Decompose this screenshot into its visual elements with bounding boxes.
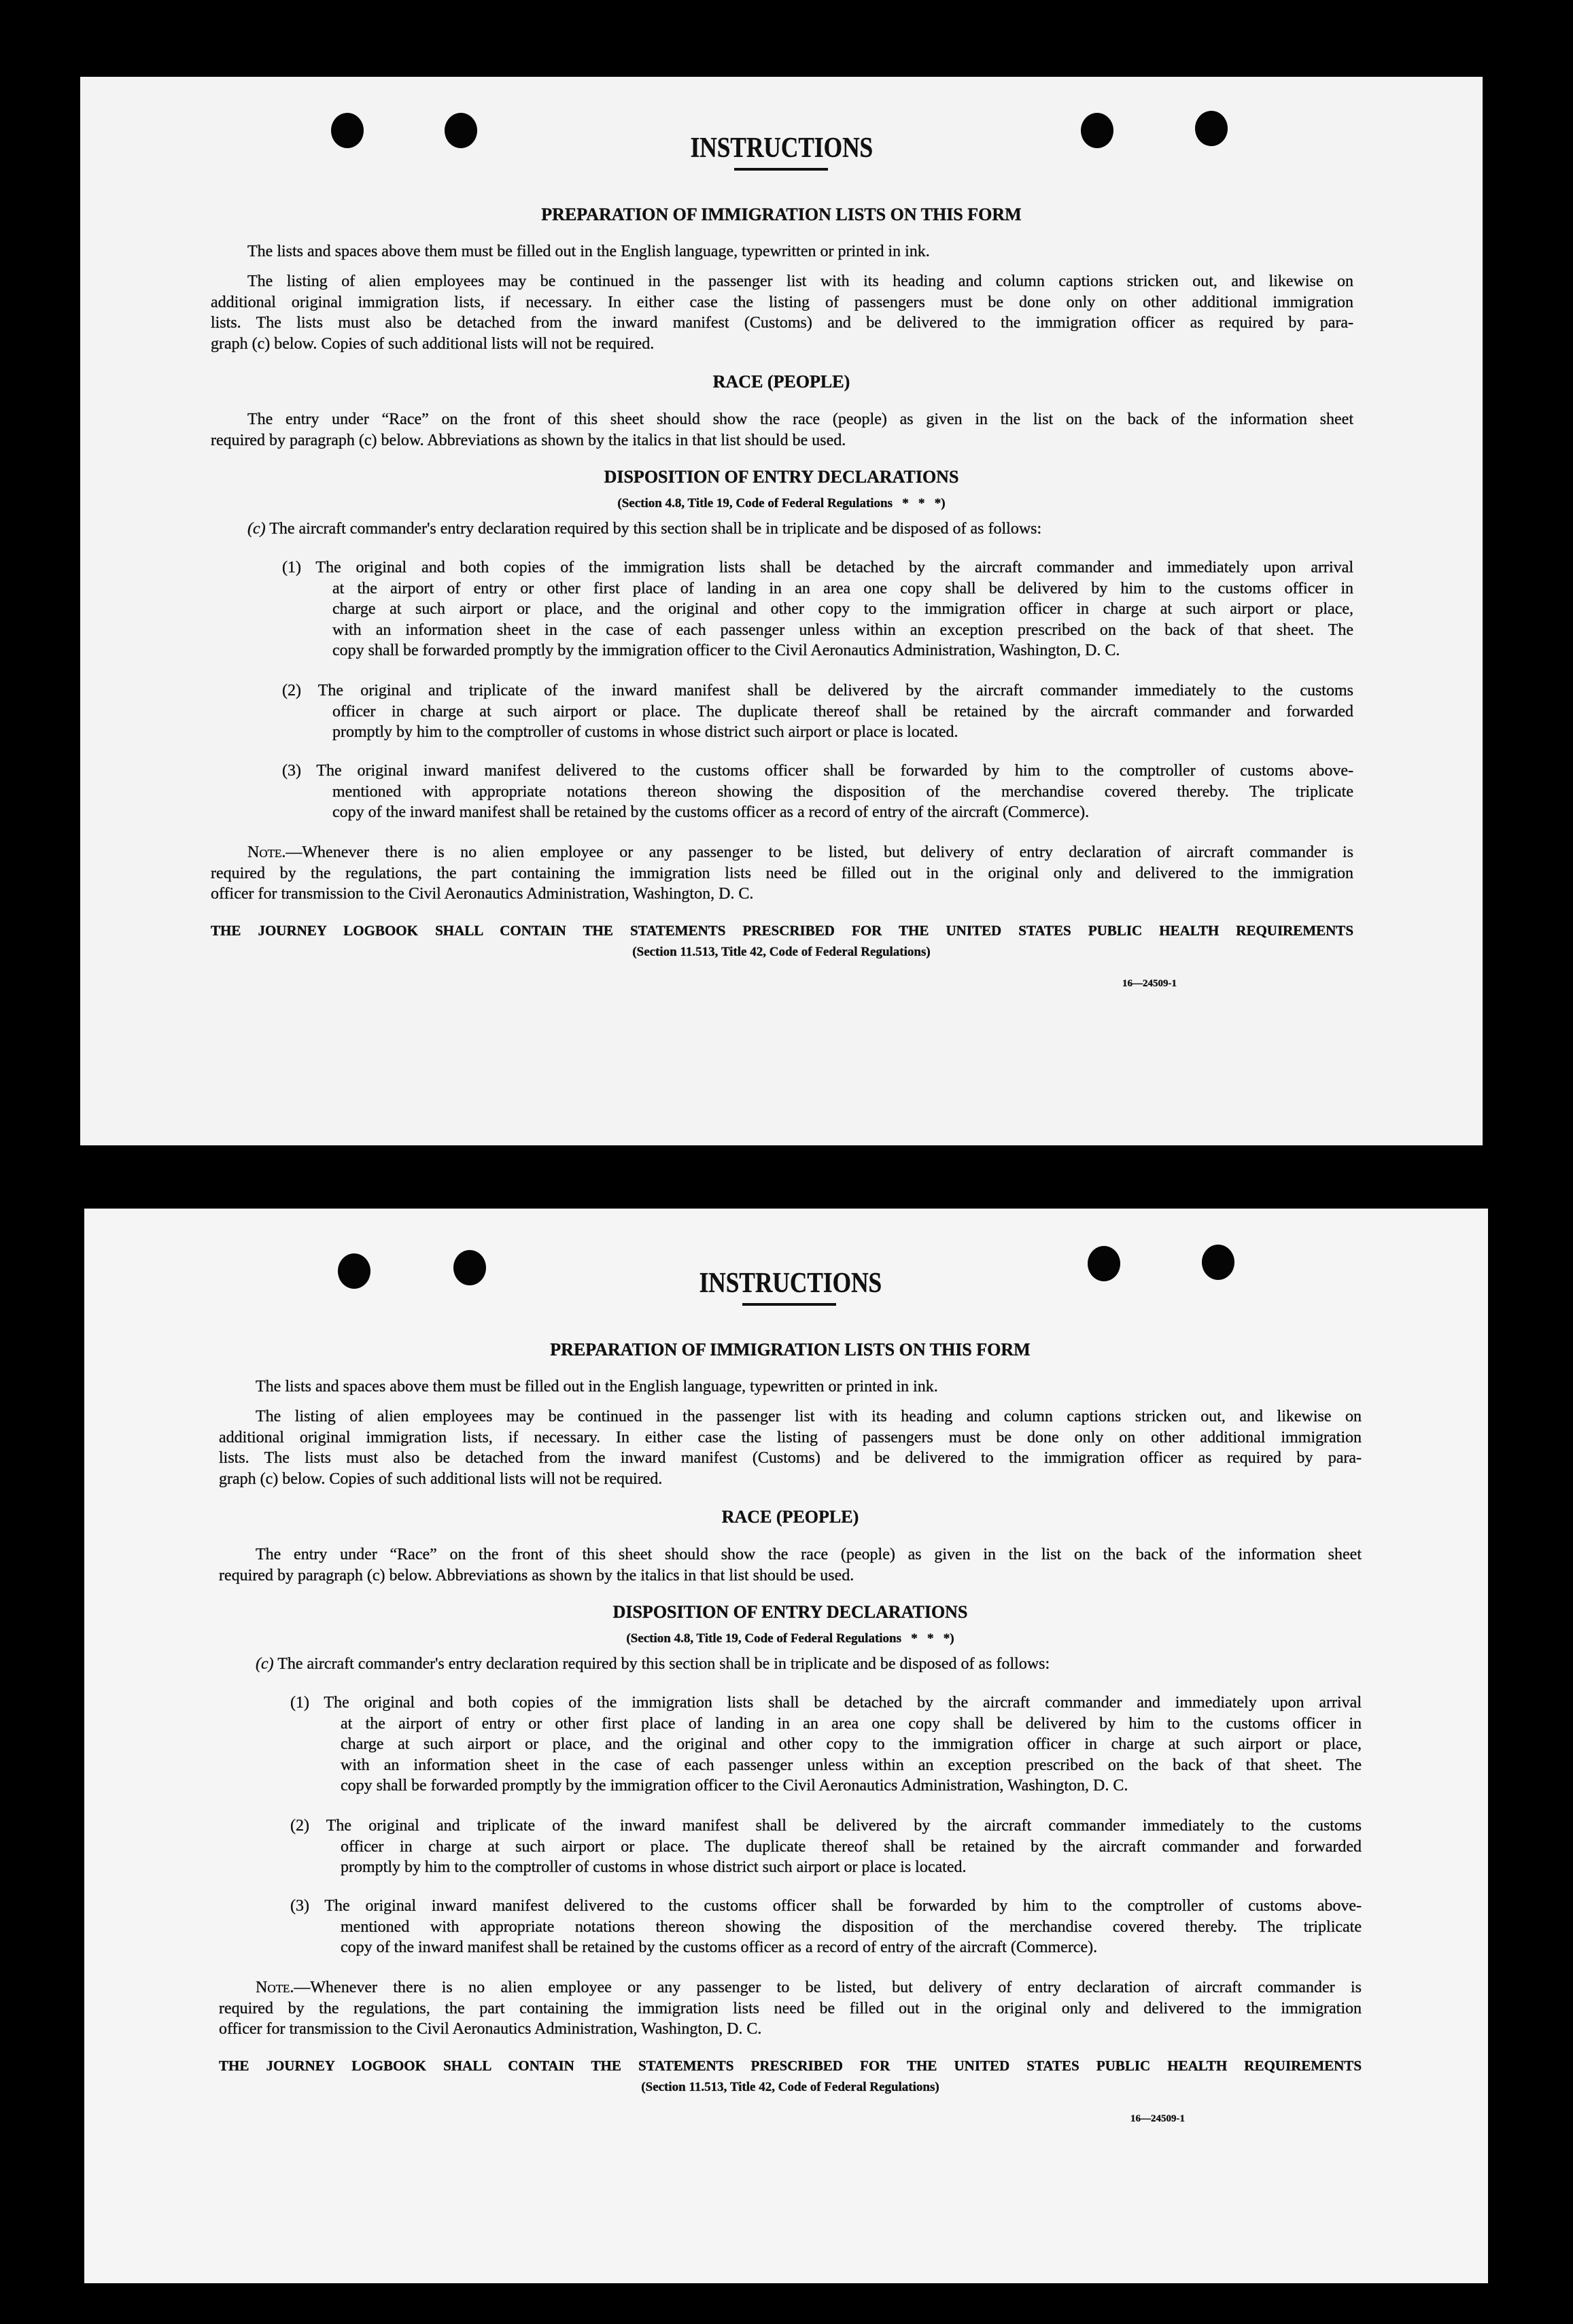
paragraph-label: (c) [247,520,266,538]
paragraph-language [219,1376,1362,1398]
paragraph-label: (c) [256,1655,274,1673]
title-row [88,1266,1492,1301]
paragraph-c [211,519,1353,540]
text-line: The listing of alien employees may be continued in the passenger list with its heading and column captions stricken out, and likewise on [256,1408,1362,1425]
item-text: The original and both copies of the immigration lists shall be detached by the aircraft commander and immediately upon arrival [324,1694,1362,1712]
text-line [211,842,1353,863]
note-paragraph [219,1977,1362,2040]
section-heading-race: RACE (PEOPLE) [721,1507,859,1527]
section-heading-disposition: DISPOSITION OF ENTRY DECLARATIONS [612,1602,968,1622]
item-label: (2) [290,1817,309,1835]
list-item [290,1896,1362,1958]
regulation-citation: (Section 11.513, Title 42, Code of Federal Regulations) [641,2080,939,2094]
text-line [282,761,1353,782]
section-heading-race: RACE (PEOPLE) [712,372,850,392]
text-line [290,1816,1362,1837]
instructions-content [88,1212,1492,2287]
item-label: (1) [290,1694,309,1712]
item-label: (2) [282,682,301,699]
text-line [282,680,1353,701]
text-line: additional original immigration lists, if necessary. In either case the listing of passengers must be done only on other additional immigration [211,293,1353,311]
section-heading-preparation: PREPARATION OF IMMIGRATION LISTS ON THIS FORM [550,1340,1031,1359]
text-line: at the airport of entry or other first place of landing in an area one copy shall be delivered by him to the customs officer in [341,1714,1362,1733]
paragraph-text: The aircraft commander's entry declaration required by this section shall be in triplicate and be disposed of as follows: [277,1655,1050,1673]
note-label: Note. [256,1979,294,1996]
item-text: The original and triplicate of the inward manifest shall be delivered by the aircraft commander immediately to the customs [317,682,1353,699]
text-line: lists. The lists must also be detached from the inward manifest (Customs) and be delivered to the immigration officer as required by para- [211,314,1353,332]
item-text: The original and both copies of the immigration lists shall be detached by the aircraft commander and immediately upon arrival [315,559,1353,576]
form-number: 16—24509-1 [1130,2113,1185,2124]
text-line: graph (c) below. Copies of such additional lists will not be required. [211,334,655,353]
list-item [290,1693,1362,1797]
logbook-statement: THE JOURNEY LOGBOOK SHALL CONTAIN THE STATEMENTS PRESCRIBED FOR THE UNITED STATES PUBLIC HEALTH REQUIREMENTS [219,2058,1362,2074]
form-number: 16—24509-1 [1122,978,1177,989]
text-line: The lists and spaces above them must be filled out in the English language, typewritten or printed in ink. [247,243,930,260]
text-line: copy shall be forwarded promptly by the immigration officer to the Civil Aeronautics Administration, Washington, D. C. [332,642,1120,659]
text-line: mentioned with appropriate notations thereon showing the disposition of the merchandise covered thereby. The triplicate [332,782,1353,801]
text-line: The listing of alien employees may be continued in the passenger list with its heading and column captions stricken out, and likewise on [247,273,1353,290]
text-line: charge at such airport or place, and the original and other copy to the immigration officer in charge at such airport or place, [341,1735,1362,1753]
title-underline [742,1303,836,1306]
paragraph-language [211,241,1353,262]
form-sheet-top [80,77,1483,1145]
text-line: additional original immigration lists, if necessary. In either case the listing of passengers must be done only on other additional immigration [219,1428,1362,1446]
text-line: officer for transmission to the Civil Aeronautics Administration, Washington, D. C. [219,2020,762,2038]
item-text: The original and triplicate of the inward manifest shall be delivered by the aircraft commander immediately to the customs [326,1817,1362,1835]
text-line: The lists and spaces above them must be filled out in the English language, typewritten or printed in ink. [256,1378,938,1395]
section-heading-disposition: DISPOSITION OF ENTRY DECLARATIONS [604,467,959,487]
text-line [290,1896,1362,1917]
note-paragraph [211,842,1353,905]
text-line: The entry under “Race” on the front of this sheet should show the race (people) as given in the list on the back of the information sheet [247,411,1353,428]
logbook-statement: THE JOURNEY LOGBOOK SHALL CONTAIN THE STATEMENTS PRESCRIBED FOR THE UNITED STATES PUBLIC HEALTH REQUIREMENTS [211,922,1353,939]
note-text: —Whenever there is no alien employee or any passenger to be listed, but delivery of entry declaration of aircraft commander is [286,844,1353,861]
text-line: officer in charge at such airport or place. The duplicate thereof shall be retained by the aircraft commander and forwarded [341,1837,1362,1856]
item-label: (1) [282,559,301,576]
section-heading-preparation: PREPARATION OF IMMIGRATION LISTS ON THIS FORM [541,205,1022,224]
text-line: required by the regulations, the part containing the immigration lists need be filled out in the original only and delivered to the immigration [211,864,1353,882]
page-title: INSTRUCTIONS [699,1268,882,1299]
text-line: with an information sheet in the case of each passenger unless within an exception prescribed on the back of that sheet. The [341,1756,1362,1774]
paragraph-race [219,1544,1362,1586]
regulation-citation: (Section 4.8, Title 19, Code of Federal Regulations * * *) [617,496,946,510]
paragraph-race [211,409,1353,451]
text-line: lists. The lists must also be detached from the inward manifest (Customs) and be delivered to the immigration officer as required by para- [219,1449,1362,1467]
list-item [282,557,1353,661]
text-line: promptly by him to the comptroller of customs in whose district such airport or place is located. [341,1858,967,1876]
text-line [219,1654,1362,1675]
list-item [290,1816,1362,1878]
item-text: The original inward manifest delivered to the customs officer shall be forwarded by him to the comptroller of customs above- [324,1897,1362,1915]
regulation-citation: (Section 4.8, Title 19, Code of Federal Regulations * * *) [626,1631,954,1646]
note-label: Note. [247,844,286,861]
text-line: promptly by him to the comptroller of customs in whose district such airport or place is located. [332,723,958,741]
text-line: charge at such airport or place, and the original and other copy to the immigration officer in charge at such airport or place, [332,600,1353,618]
paragraph-c [219,1654,1362,1675]
paragraph-text: The aircraft commander's entry declaration required by this section shall be in triplicate and be disposed of as follows: [269,520,1042,538]
text-line: copy of the inward manifest shall be retained by the customs officer as a record of entry of the aircraft (Commerce). [341,1939,1098,1956]
regulation-citation: (Section 11.513, Title 42, Code of Federal Regulations) [632,945,931,959]
list-item [282,680,1353,743]
text-line [211,519,1353,540]
text-line: required by the regulations, the part containing the immigration lists need be filled out in the original only and delivered to the immigration [219,1999,1362,2017]
text-line: officer for transmission to the Civil Aeronautics Administration, Washington, D. C. [211,885,754,903]
text-line: required by paragraph (c) below. Abbreviations as shown by the italics in that list should be used. [211,431,846,449]
item-text: The original inward manifest delivered to the customs officer shall be forwarded by him to the comptroller of customs above- [316,762,1353,780]
note-text: —Whenever there is no alien employee or any passenger to be listed, but delivery of entry declaration of aircraft commander is [294,1979,1362,1996]
paragraph-alien-employees [219,1406,1362,1489]
item-label: (3) [282,762,301,780]
text-line: at the airport of entry or other first place of landing in an area one copy shall be delivered by him to the customs officer in [332,579,1353,597]
text-line: graph (c) below. Copies of such additional lists will not be required. [219,1470,663,1488]
text-line: copy shall be forwarded promptly by the immigration officer to the Civil Aeronautics Administration, Washington, D. C. [341,1777,1128,1794]
text-line: The entry under “Race” on the front of this sheet should show the race (people) as given in the list on the back of the information sheet [256,1546,1362,1563]
text-line [290,1693,1362,1714]
text-line: with an information sheet in the case of each passenger unless within an exception prescribed on the back of that sheet. The [332,621,1353,639]
paragraph-alien-employees [211,271,1353,354]
text-line [282,557,1353,578]
text-line: officer in charge at such airport or place. The duplicate thereof shall be retained by the aircraft commander and forwarded [332,702,1353,721]
instructions-content [80,77,1483,1145]
text-line: required by paragraph (c) below. Abbreviations as shown by the italics in that list should be used. [219,1566,854,1584]
text-line: copy of the inward manifest shall be retained by the customs officer as a record of entry of the aircraft (Commerce). [332,803,1090,821]
item-label: (3) [290,1897,309,1915]
list-item [282,761,1353,823]
title-row [80,131,1483,166]
page-title: INSTRUCTIONS [690,133,873,164]
text-line [219,1977,1362,1998]
text-line: mentioned with appropriate notations thereon showing the disposition of the merchandise covered thereby. The triplicate [341,1918,1362,1936]
form-sheet-bottom [84,1209,1488,2283]
title-underline [734,168,828,171]
